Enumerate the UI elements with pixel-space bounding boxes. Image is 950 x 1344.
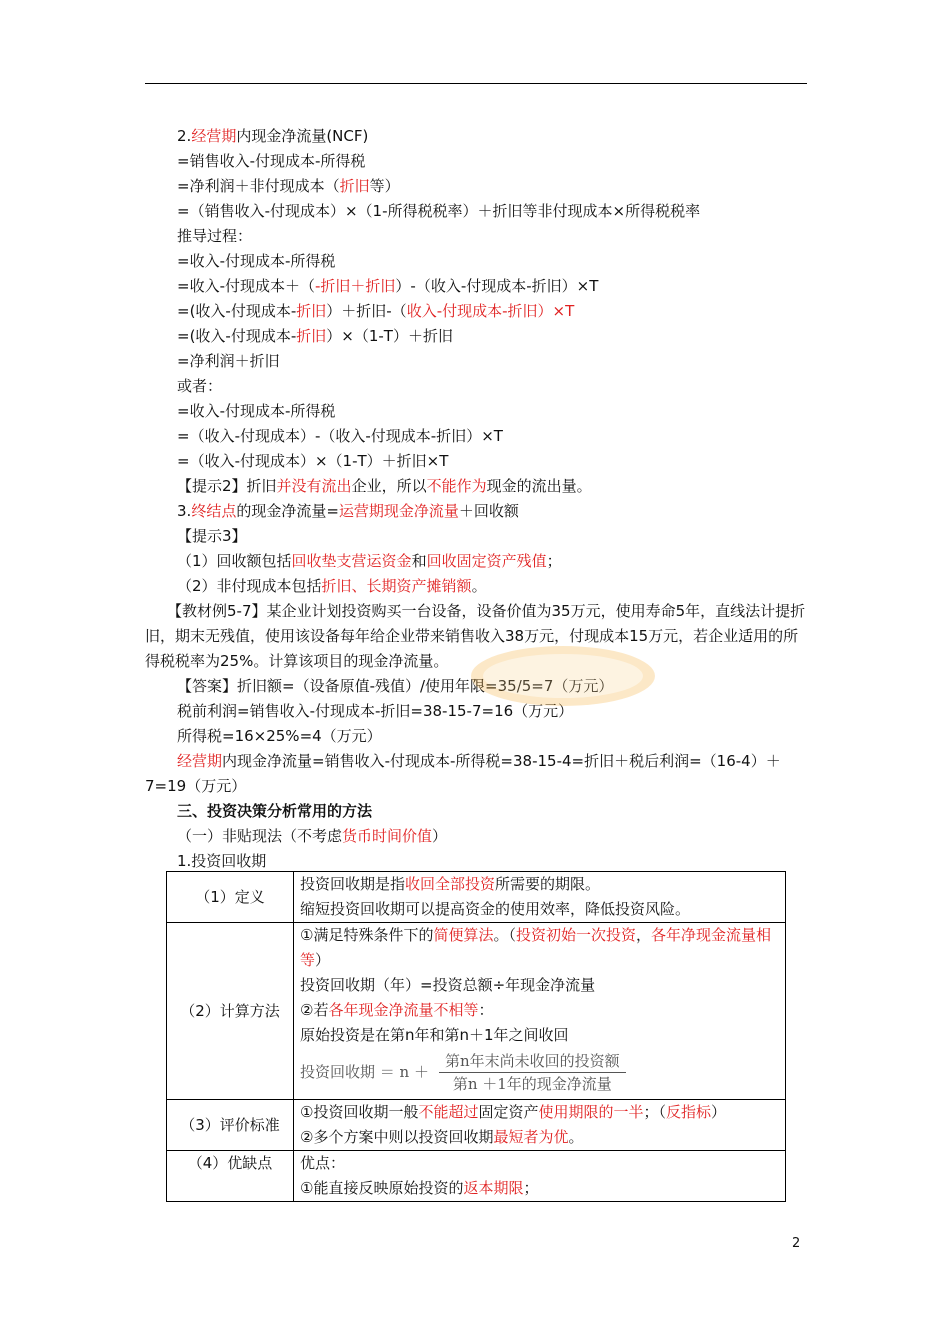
tip3: 【提示3】 [177,527,247,545]
tip3-item: （1）回收额包括回收垫支营运资金和回收固定资产残值； [177,552,562,570]
derive-line: =净利润＋折旧 [177,352,280,370]
or-line: =（收入-付现成本）×（1-T）＋折旧×T [177,452,449,470]
row-content: ①投资回收期一般不能超过固定资产使用期限的一半；（反指标） ②多个方案中则以投资回收期最短者为优。 [294,1100,786,1151]
derive-label: 推导过程： [177,227,253,245]
part3-sub: （一）非贴现法（不考虑货币时间价值） [177,827,448,845]
row-header: （2）计算方法 [167,923,294,1100]
table-row [167,923,786,1100]
row-header: （3）评价标准 [167,1100,294,1151]
derive-line: =(收入-付现成本-折旧）＋折旧-（收入-付现成本-折旧）×T [177,302,575,320]
row-content: 优点： ①能直接反映原始投资的返本期限； [294,1151,786,1202]
part3-heading: 三、投资决策分析常用的方法 [177,802,373,820]
formula-line: =销售收入-付现成本-所得税 [177,152,366,170]
row-header: （4）优缺点 [167,1151,294,1202]
table-row [167,1151,786,1202]
watermark-logo [468,640,658,712]
tip2: 【提示2】折旧并没有流出企业，所以不能作为现金的流出量。 [177,477,592,495]
part3-item: 1.投资回收期 [177,852,267,870]
or-label: 或者： [177,377,223,395]
row-content: 投资回收期是指收回全部投资所需要的期限。 缩短投资回收期可以提高资金的使用效率，降低投资风险。 [294,872,786,923]
formula-line: =净利润＋非付现成本（折旧等） [177,177,400,195]
derive-line: =(收入-付现成本-折旧）×（1-T）＋折旧 [177,327,453,345]
table-row [167,872,786,923]
derive-line: =收入-付现成本＋（-折旧＋折旧）-（收入-付现成本-折旧）×T [177,277,599,295]
section2-title: 2.经营期内现金净流量(NCF) [177,127,369,145]
derive-line: =收入-付现成本-所得税 [177,252,336,270]
answer-line: 【答案】折旧额=（设备原值-残值）/使用年限=35/5=7（万元） [177,677,614,695]
tip3-item: （2）非付现成本包括折旧、长期资产摊销额。 [177,577,487,595]
row-header: （1）定义 [167,872,294,923]
table-row [167,1100,786,1151]
row-content: ①满足特殊条件下的简便算法。（投资初始一次投资，各年净现金流量相等） 投资回收期（年）=投资总额÷年现金净流量 ②若各年现金净流量不相等： 原始投资是在第n年和第n＋1年之间收回 投资回收期 ＝ n ＋ $\frac{\text{第n年末尚未收回的投资额}}{\text{第n ＋1年的现金净流量}}$ [294,923,786,1100]
answer-line: 经营期内现金净流量=销售收入-付现成本-所得税=38-15-4=折旧＋税后利润=（16-4）＋7=19（万元） [145,752,781,795]
page-number: 2 [792,1236,801,1251]
or-line: =收入-付现成本-所得税 [177,402,336,420]
or-line: =（收入-付现成本）-（收入-付现成本-折旧）×T [177,427,503,445]
payback-table [166,871,786,1202]
header-rule [145,83,807,84]
section3-title: 3.终结点的现金净流量=运营期现金净流量＋回收额 [177,502,519,520]
answer-line: 所得税=16×25%=4（万元） [177,727,382,745]
page-content [0,124,950,874]
example-text: 【教材例5-7】某企业计划投资购买一台设备，设备价值为35万元，使用寿命5年，直线法计提折旧，期末无残值，使用该设备每年给企业带来销售收入38万元，付现成本15万元，若企业适用的所得税税率为25%。计算该项目的现金净流量。 [145,602,806,670]
formula-line: =（销售收入-付现成本）×（1-所得税税率）＋折旧等非付现成本×所得税税率 [177,202,701,220]
payback-formula: 投资回收期 ＝ n ＋ $\frac{\text{第n年末尚未收回的投资额}}{\text{第n ＋1年的现金净流量}}$ [300,1050,779,1095]
answer-line: 税前利润=销售收入-付现成本-折旧=38-15-7=16（万元） [177,702,574,720]
